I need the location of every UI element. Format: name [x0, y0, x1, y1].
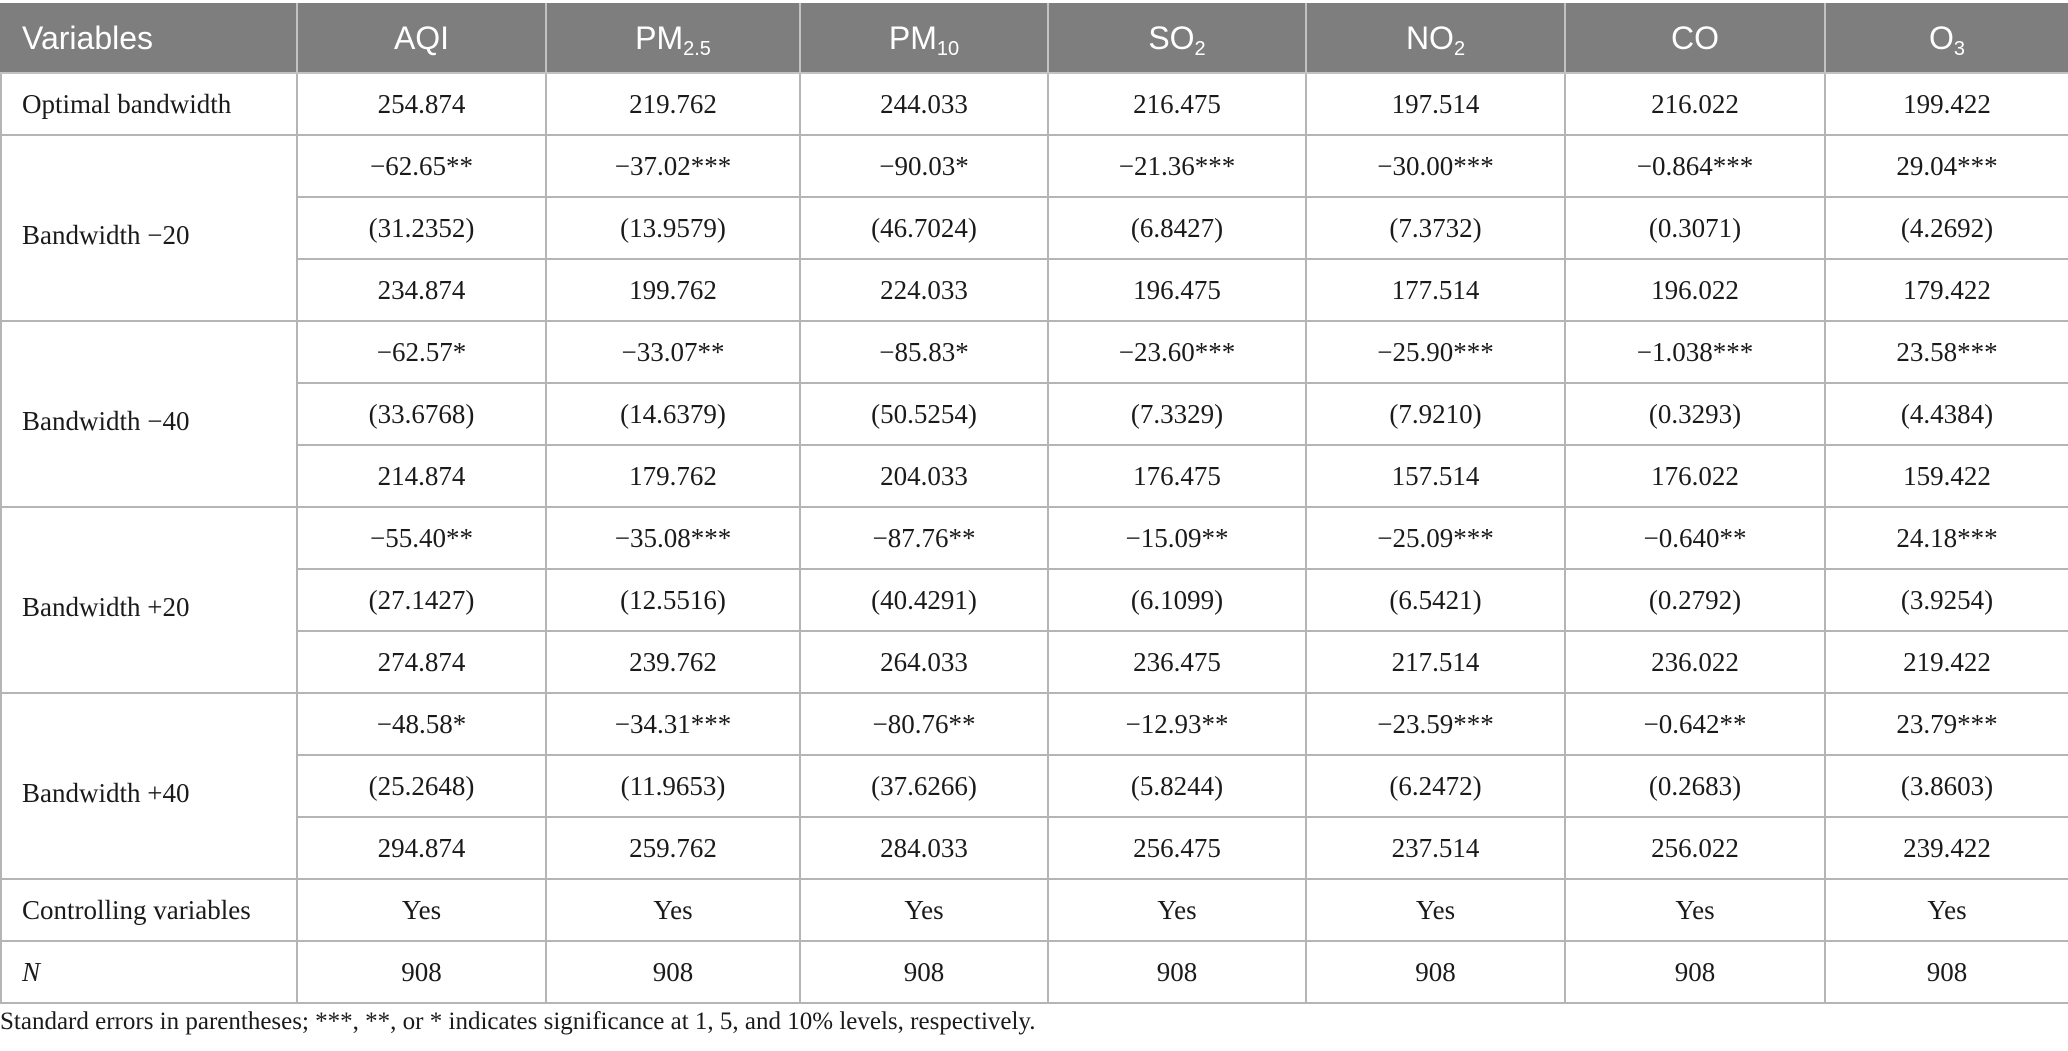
table-cell: −0.642**: [1565, 693, 1825, 755]
table-cell: 216.022: [1565, 73, 1825, 135]
table-cell: 196.475: [1048, 259, 1306, 321]
table-footnote: Standard errors in parentheses; ***, **, or * indicates significance at 1, 5, and 10% levels, respectively.: [0, 1008, 1036, 1035]
table-cell: (0.2792): [1565, 569, 1825, 631]
table-cell: (13.9579): [546, 197, 800, 259]
table-cell: 23.58***: [1825, 321, 2068, 383]
table-cell: 236.475: [1048, 631, 1306, 693]
coef-row: [1, 693, 2068, 755]
header-pm10-sub: 10: [936, 38, 960, 60]
row-label: Optimal bandwidth: [1, 73, 297, 135]
se-row: [1, 755, 2068, 817]
table-cell: Yes: [546, 879, 800, 941]
header-so2-base: SO: [1148, 20, 1195, 56]
table-cell: (7.3329): [1048, 383, 1306, 445]
table-cell: 204.033: [800, 445, 1048, 507]
table-cell: 264.033: [800, 631, 1048, 693]
table-cell: 908: [297, 941, 546, 1003]
table-cell: −55.40**: [297, 507, 546, 569]
results-table-container: [0, 3, 2068, 1004]
controlling-variables-row: [1, 879, 2068, 941]
bandwidth-row: [1, 817, 2068, 879]
table-cell: (14.6379): [546, 383, 800, 445]
bandwidth-row: [1, 445, 2068, 507]
table-cell: 908: [546, 941, 800, 1003]
row-label: Bandwidth +40: [1, 693, 297, 879]
table-cell: −0.640**: [1565, 507, 1825, 569]
table-cell: 199.762: [546, 259, 800, 321]
table-cell: (31.2352): [297, 197, 546, 259]
se-row: [1, 197, 2068, 259]
table-cell: 239.422: [1825, 817, 2068, 879]
table-cell: (40.4291): [800, 569, 1048, 631]
table-cell: −85.83*: [800, 321, 1048, 383]
table-cell: Yes: [1825, 879, 2068, 941]
table-cell: (33.6768): [297, 383, 546, 445]
table-cell: Yes: [800, 879, 1048, 941]
table-cell: Yes: [1306, 879, 1565, 941]
header-o3-sub: 3: [1953, 38, 1965, 60]
table-cell: 196.022: [1565, 259, 1825, 321]
table-cell: −25.09***: [1306, 507, 1565, 569]
table-cell: (3.8603): [1825, 755, 2068, 817]
row-label: Bandwidth +20: [1, 507, 297, 693]
header-o3-base: O: [1928, 20, 1954, 56]
table-cell: 159.422: [1825, 445, 2068, 507]
table-cell: (6.2472): [1306, 755, 1565, 817]
table-cell: 199.422: [1825, 73, 2068, 135]
table-cell: 908: [1825, 941, 2068, 1003]
table-cell: 216.475: [1048, 73, 1306, 135]
header-no2-sub: 2: [1453, 38, 1466, 60]
table-cell: 244.033: [800, 73, 1048, 135]
table-cell: Yes: [1048, 879, 1306, 941]
bandwidth-row: [1, 631, 2068, 693]
header-pm25-sub: 2.5: [683, 38, 711, 60]
optimal-bandwidth-row: [1, 73, 2068, 135]
table-cell: −1.038***: [1565, 321, 1825, 383]
table-cell: (5.8244): [1048, 755, 1306, 817]
table-cell: 239.762: [546, 631, 800, 693]
header-so2: [1048, 4, 1306, 73]
bandwidth-row: [1, 259, 2068, 321]
table-cell: (4.2692): [1825, 197, 2068, 259]
header-row: [1, 4, 2068, 73]
table-cell: 237.514: [1306, 817, 1565, 879]
table-cell: Yes: [297, 879, 546, 941]
table-cell: 236.022: [1565, 631, 1825, 693]
table-cell: 179.422: [1825, 259, 2068, 321]
table-cell: 908: [1048, 941, 1306, 1003]
coef-row: [1, 507, 2068, 569]
table-cell: −23.59***: [1306, 693, 1565, 755]
table-cell: −30.00***: [1306, 135, 1565, 197]
table-cell: (0.3293): [1565, 383, 1825, 445]
table-cell: −12.93**: [1048, 693, 1306, 755]
table-cell: 29.04***: [1825, 135, 2068, 197]
row-label: N: [1, 941, 297, 1003]
table-cell: −21.36***: [1048, 135, 1306, 197]
table-cell: −90.03*: [800, 135, 1048, 197]
table-cell: −23.60***: [1048, 321, 1306, 383]
table-cell: Yes: [1565, 879, 1825, 941]
header-no2: [1306, 4, 1565, 73]
table-cell: 219.422: [1825, 631, 2068, 693]
table-cell: −37.02***: [546, 135, 800, 197]
table-cell: −80.76**: [800, 693, 1048, 755]
table-cell: (7.9210): [1306, 383, 1565, 445]
table-cell: (46.7024): [800, 197, 1048, 259]
row-label: Controlling variables: [1, 879, 297, 941]
table-cell: (0.3071): [1565, 197, 1825, 259]
table-cell: (11.9653): [546, 755, 800, 817]
regression-results-table: [0, 3, 2068, 1004]
table-cell: −15.09**: [1048, 507, 1306, 569]
table-cell: −87.76**: [800, 507, 1048, 569]
table-cell: (0.2683): [1565, 755, 1825, 817]
se-row: [1, 383, 2068, 445]
coef-row: [1, 135, 2068, 197]
header-no2-base: NO: [1405, 20, 1454, 56]
table-cell: 908: [1565, 941, 1825, 1003]
table-cell: 217.514: [1306, 631, 1565, 693]
table-cell: 256.022: [1565, 817, 1825, 879]
header-co: CO: [1565, 4, 1825, 73]
header-pm25: [546, 4, 800, 73]
table-cell: −25.90***: [1306, 321, 1565, 383]
table-cell: −34.31***: [546, 693, 800, 755]
table-cell: 254.874: [297, 73, 546, 135]
header-variables: Variables: [1, 4, 297, 73]
table-cell: −62.65**: [297, 135, 546, 197]
table-cell: (3.9254): [1825, 569, 2068, 631]
table-cell: (6.8427): [1048, 197, 1306, 259]
table-cell: 197.514: [1306, 73, 1565, 135]
row-label: Bandwidth −40: [1, 321, 297, 507]
header-pm25-base: PM: [635, 20, 684, 56]
table-cell: (7.3732): [1306, 197, 1565, 259]
table-cell: −0.864***: [1565, 135, 1825, 197]
table-cell: 179.762: [546, 445, 800, 507]
table-cell: (50.5254): [800, 383, 1048, 445]
table-cell: 176.022: [1565, 445, 1825, 507]
table-cell: −48.58*: [297, 693, 546, 755]
table-cell: −62.57*: [297, 321, 546, 383]
table-cell: −33.07**: [546, 321, 800, 383]
table-cell: 274.874: [297, 631, 546, 693]
table-cell: 219.762: [546, 73, 800, 135]
table-cell: −35.08***: [546, 507, 800, 569]
table-cell: 256.475: [1048, 817, 1306, 879]
table-cell: 23.79***: [1825, 693, 2068, 755]
table-cell: 259.762: [546, 817, 800, 879]
coef-row: [1, 321, 2068, 383]
table-cell: 284.033: [800, 817, 1048, 879]
table-cell: 177.514: [1306, 259, 1565, 321]
table-cell: (12.5516): [546, 569, 800, 631]
header-o3: [1825, 4, 2068, 73]
table-cell: 214.874: [297, 445, 546, 507]
table-cell: 908: [1306, 941, 1565, 1003]
table-cell: (37.6266): [800, 755, 1048, 817]
table-cell: (25.2648): [297, 755, 546, 817]
se-row: [1, 569, 2068, 631]
table-cell: (6.5421): [1306, 569, 1565, 631]
table-cell: (4.4384): [1825, 383, 2068, 445]
sample-size-row: [1, 941, 2068, 1003]
header-so2-sub: 2: [1194, 38, 1206, 60]
row-label: Bandwidth −20: [1, 135, 297, 321]
table-cell: 234.874: [297, 259, 546, 321]
header-pm10-base: PM: [888, 20, 937, 56]
table-cell: (27.1427): [297, 569, 546, 631]
header-pm10: [800, 4, 1048, 73]
table-cell: 24.18***: [1825, 507, 2068, 569]
table-cell: 157.514: [1306, 445, 1565, 507]
table-cell: 294.874: [297, 817, 546, 879]
table-cell: 908: [800, 941, 1048, 1003]
table-cell: 176.475: [1048, 445, 1306, 507]
table-cell: 224.033: [800, 259, 1048, 321]
table-cell: (6.1099): [1048, 569, 1306, 631]
header-aqi: AQI: [297, 4, 546, 73]
